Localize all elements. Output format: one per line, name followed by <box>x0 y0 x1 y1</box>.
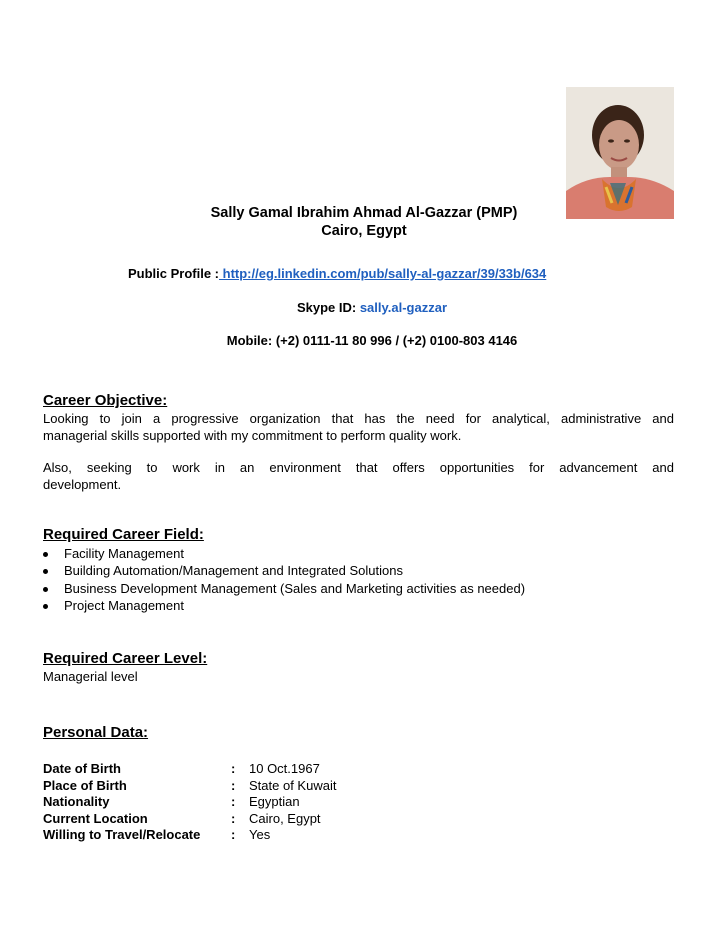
field-value: 10 Oct.1967 <box>249 761 320 776</box>
field-value: Yes <box>249 827 271 843</box>
field-label: Place of Birth <box>43 777 127 793</box>
table-row <box>43 761 336 778</box>
career-level-heading: Required Career Level: <box>43 650 208 667</box>
personal-data-heading: Personal Data: <box>43 724 149 741</box>
field-label: Current Location <box>43 810 148 826</box>
objective-line: development. <box>43 477 122 492</box>
skype-id: sally.al-gazzar <box>359 300 448 315</box>
career-field-list <box>43 545 525 614</box>
field-label: Nationality <box>43 794 110 810</box>
skype-label: Skype ID: <box>296 300 357 315</box>
table-row <box>43 794 336 811</box>
list-item-text: Business Development Management (Sales and Marketing activities as needed) <box>64 580 526 596</box>
skype-line <box>0 300 728 316</box>
field-value: Egyptian <box>249 794 300 810</box>
list-item <box>43 597 525 614</box>
list-item <box>43 545 525 562</box>
field-colon: : <box>231 827 236 843</box>
field-colon: : <box>231 794 236 810</box>
field-value: Cairo, Egypt <box>249 810 321 826</box>
career-objective-paragraph-1 <box>43 410 674 444</box>
profile-photo <box>566 87 674 219</box>
objective-line: Looking to join a progressive organization that has the need for analytical, administrative and <box>43 411 674 426</box>
field-label: Willing to Travel/Relocate <box>43 827 201 843</box>
career-field-heading: Required Career Field: <box>43 526 204 543</box>
career-objective-heading: Career Objective: <box>43 392 168 409</box>
objective-line: managerial skills supported with my commitment to perform quality work. <box>43 428 462 443</box>
objective-line: Also, seeking to work in an environment that offers opportunities for advancement and <box>43 460 674 475</box>
list-item-text: Building Automation/Management and Integrated Solutions <box>64 563 403 579</box>
public-profile-line <box>128 266 648 282</box>
bullet-icon <box>43 587 48 592</box>
field-colon: : <box>231 810 236 826</box>
table-row <box>43 778 336 795</box>
mobile-line: Mobile: (+2) 0111-11 80 996 / (+2) 0100-803 4146 <box>226 333 518 348</box>
bullet-icon <box>43 569 48 574</box>
bullet-icon <box>43 604 48 609</box>
career-level-value: Managerial level <box>43 669 138 684</box>
bullet-icon <box>43 552 48 557</box>
candidate-city: Cairo, Egypt <box>321 223 407 239</box>
table-row <box>43 811 336 828</box>
candidate-name: Sally Gamal Ibrahim Ahmad Al-Gazzar (PMP) <box>210 205 518 221</box>
list-item <box>43 562 525 579</box>
field-colon: : <box>231 761 236 776</box>
field-label: Date of Birth <box>43 761 121 776</box>
field-colon: : <box>231 777 236 793</box>
career-objective-paragraph-2 <box>43 459 674 493</box>
portrait-image <box>566 87 674 219</box>
list-item-text: Project Management <box>64 597 184 613</box>
field-value: State of Kuwait <box>249 777 337 793</box>
public-profile-label: Public Profile : <box>128 266 220 281</box>
list-item-text: Facility Management <box>64 546 184 561</box>
table-row <box>43 827 336 844</box>
list-item <box>43 580 525 597</box>
personal-data-table <box>43 761 336 844</box>
linkedin-link[interactable]: http://eg.linkedin.com/pub/sally-al-gazzar/39/33b/634 <box>219 266 547 281</box>
